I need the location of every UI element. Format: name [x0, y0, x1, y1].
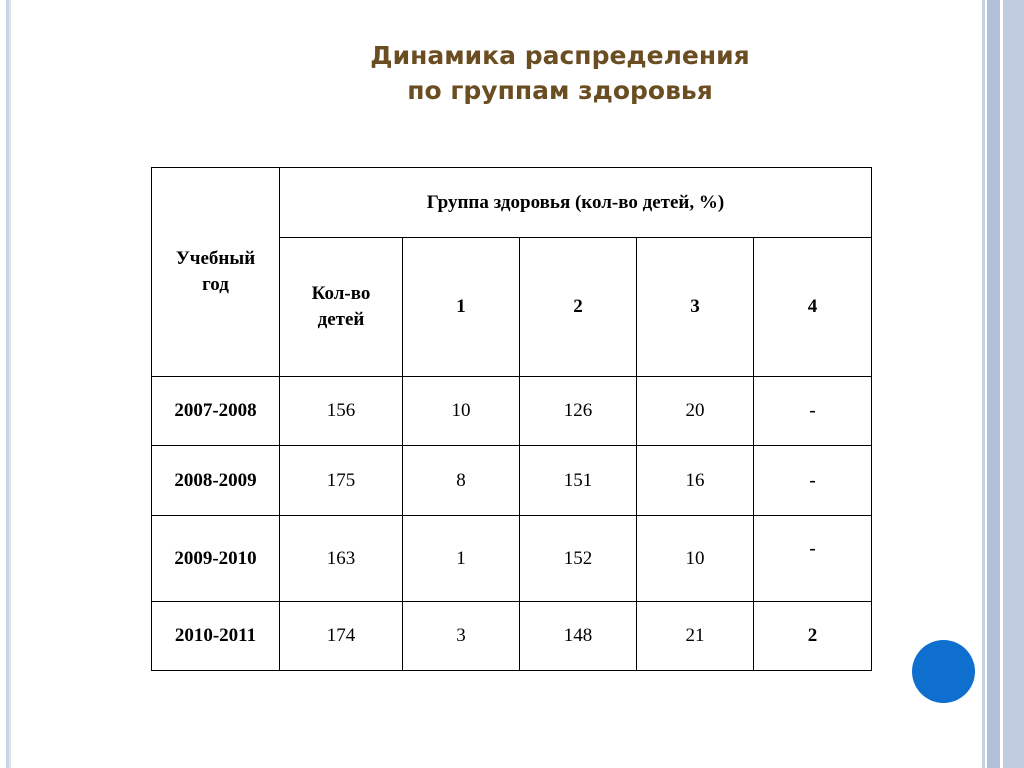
year-header-line1: Учебный — [175, 248, 256, 269]
group-1-cell: 8 — [403, 446, 520, 516]
year-header-line2: год — [202, 274, 229, 295]
table-row — [152, 602, 872, 671]
group-2-cell: 126 — [520, 377, 637, 446]
table-header-row — [152, 168, 872, 238]
group-header-cell: Группа здоровья (кол-во детей, %) — [280, 168, 872, 238]
slide-frame-right — [978, 0, 1024, 768]
year-cell: 2009-2010 — [152, 516, 280, 602]
year-cell: 2010-2011 — [152, 602, 280, 671]
group-3-cell: 10 — [637, 516, 754, 602]
group-4-cell — [754, 516, 872, 602]
table-row — [152, 377, 872, 446]
group-1-cell: 1 — [403, 516, 520, 602]
group-4-cell: - — [754, 446, 872, 516]
group-3-cell: 21 — [637, 602, 754, 671]
year-cell: 2007-2008 — [152, 377, 280, 446]
group-1-cell: 3 — [403, 602, 520, 671]
year-header-cell — [152, 168, 280, 377]
group-2-cell: 148 — [520, 602, 637, 671]
count-cell: 163 — [280, 516, 403, 602]
count-header-line2: детей — [317, 309, 365, 330]
group-1-header: 1 — [403, 238, 520, 377]
year-cell: 2008-2009 — [152, 446, 280, 516]
group-4-header: 4 — [754, 238, 872, 377]
group-1-cell: 10 — [403, 377, 520, 446]
group-4-cell: - — [754, 377, 872, 446]
group-3-cell: 16 — [637, 446, 754, 516]
group-2-cell: 152 — [520, 516, 637, 602]
slide-frame-left — [0, 0, 12, 768]
count-cell: 174 — [280, 602, 403, 671]
count-cell: 175 — [280, 446, 403, 516]
slide-title-line2: по группам здоровья — [407, 76, 713, 105]
count-cell: 156 — [280, 377, 403, 446]
table-row — [152, 446, 872, 516]
slide-title-line1: Динамика распределения — [370, 41, 750, 70]
health-groups-table — [151, 167, 872, 671]
group-2-header: 2 — [520, 238, 637, 377]
group-4-value: - — [809, 537, 816, 559]
group-3-cell: 20 — [637, 377, 754, 446]
group-3-header: 3 — [637, 238, 754, 377]
count-header-cell — [280, 238, 403, 377]
group-4-cell: 2 — [754, 602, 872, 671]
count-header-line1: Кол-во — [311, 283, 371, 304]
table-row — [152, 516, 872, 602]
slide-title — [300, 38, 820, 108]
group-2-cell: 151 — [520, 446, 637, 516]
decorative-circle — [912, 640, 975, 703]
